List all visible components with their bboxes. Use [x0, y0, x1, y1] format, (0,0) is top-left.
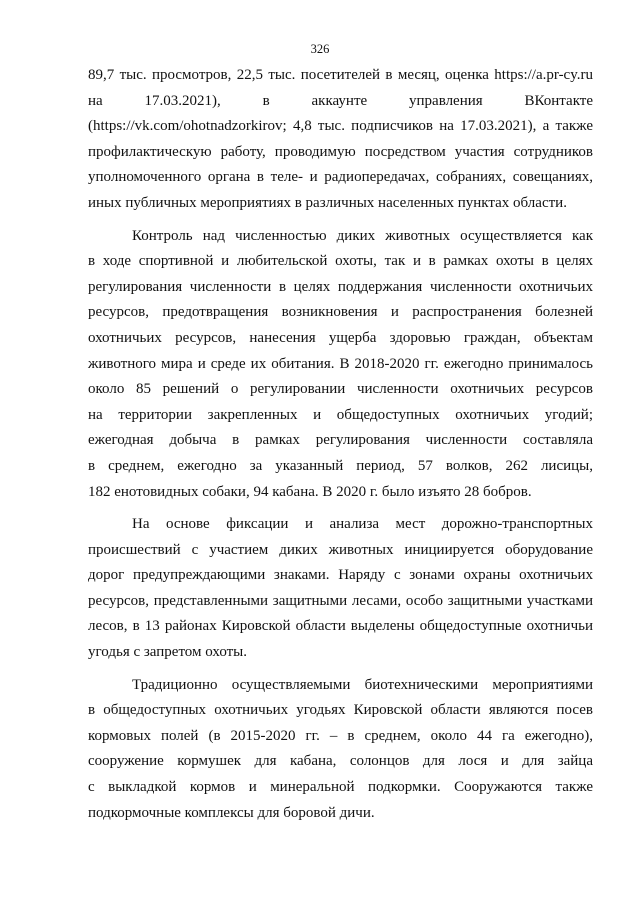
document-body: [88, 63, 593, 826]
paragraph-biotechnical-measures: [88, 673, 593, 827]
text-line: лесов, в 13 районах Кировской области выделены общедоступные охотничьи: [88, 618, 593, 635]
text-line: сооружение кормушек для кабана, солонцов для лося и для зайца: [88, 753, 593, 770]
text-line: ежегодная добыча в рамках регулирования численности составляла: [88, 432, 593, 449]
text-line: иных публичных мероприятиях в различных населенных пунктах области.: [88, 194, 567, 211]
text-line: происшествий с участием диких животных инициируется оборудование: [88, 541, 593, 558]
text-line: в общедоступных охотничьих угодьях Кировской области являются посев: [88, 702, 593, 719]
text-line: животного мира и среде их обитания. В 2018-2020 гг. ежегодно принималось: [88, 355, 593, 372]
text-line: Традиционно осуществляемыми биотехническими мероприятиями: [132, 676, 593, 693]
text-line: Контроль над численностью диких животных осуществляется как: [132, 227, 593, 244]
text-line: охотничьих ресурсов, нанесения ущерба здоровью граждан, объектам: [88, 329, 593, 346]
text-line: дорог предупреждающими знаками. Наряду с зонами охраны охотничьих: [88, 567, 593, 584]
text-line: в среднем, ежегодно за указанный период, 57 волков, 262 лисицы,: [88, 457, 593, 474]
text-line: 89,7 тыс. просмотров, 22,5 тыс. посетителей в месяц, оценка https://a.pr-cy.ru: [88, 67, 593, 83]
text-line: на территории закрепленных и общедоступных охотничьих угодий;: [88, 406, 593, 423]
text-line: подкормочные комплексы для боровой дичи.: [88, 804, 375, 821]
text-line: На основе фиксации и анализа мест дорожно-транспортных: [132, 516, 593, 533]
text-line: кормовых полей (в 2015-2020 гг. – в среднем, около 44 га ежегодно),: [88, 727, 593, 744]
text-line: на 17.03.2021), в аккаунте управления ВКонтакте: [88, 92, 593, 109]
paragraph-contacts: [88, 63, 593, 217]
text-line: 182 енотовидных собаки, 94 кабана. В 2020 г. было изъято 28 бобров.: [88, 483, 532, 500]
text-line: уполномоченного органа в теле- и радиопередачах, собраниях, совещаниях,: [88, 169, 593, 186]
text-line: около 85 решений о регулировании численности охотничьих ресурсов: [88, 381, 593, 398]
text-line: (https://vk.com/ohotnadzorkirov; 4,8 тыс. подписчиков на 17.03.2021), а также: [88, 118, 593, 135]
paragraph-population-control: [88, 224, 593, 506]
text-line: в ходе спортивной и любительской охоты, так и в рамках охоты в целях: [88, 253, 593, 270]
paragraph-road-safety: [88, 512, 593, 666]
page-number: 326: [310, 42, 330, 56]
text-line: регулирования численности в целях поддержания численности охотничьих: [88, 278, 593, 295]
text-line: профилактическую работу, проводимую посредством участия сотрудников: [88, 143, 593, 160]
text-line: ресурсов, представленными защитными лесами, особо защитными участками: [88, 592, 593, 609]
text-line: угодья с запретом охоты.: [88, 644, 248, 661]
text-line: ресурсов, предотвращения возникновения и распространения болезней: [88, 304, 593, 321]
text-line: с выкладкой кормов и минеральной подкормки. Сооружаются также: [88, 779, 593, 796]
